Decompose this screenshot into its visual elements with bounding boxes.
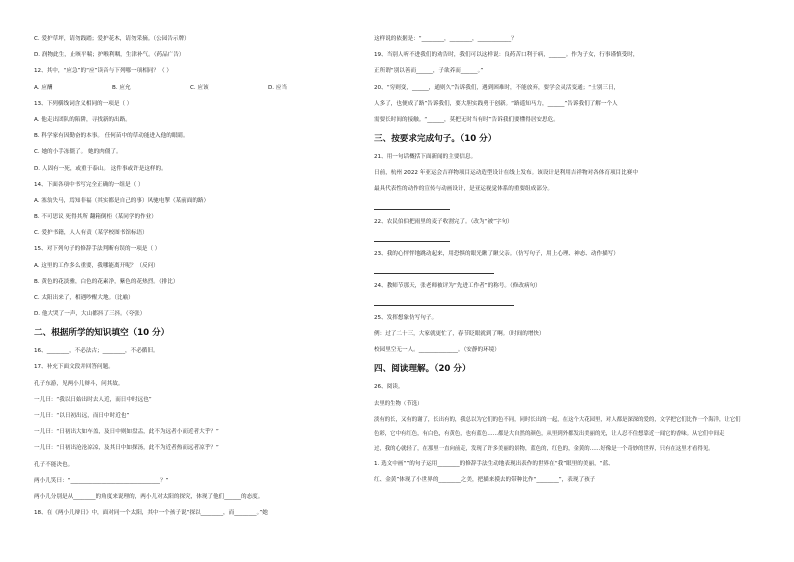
answer-line bbox=[374, 235, 450, 242]
question-25: 25、发挥想象仿写句子。 bbox=[374, 315, 438, 322]
option: B. 不可思议 死得其所 翻箱倒柜（某同学的作业） bbox=[34, 214, 157, 221]
text-line: 正所谓“别以善而______，子欲养而______。” bbox=[374, 68, 484, 75]
question-15: 15、对下列句子的修辞手法判断有误的一项是（ ） bbox=[34, 246, 161, 253]
question-17: 17、补充下面文段并回答问题。 bbox=[34, 364, 114, 371]
question-13: 13、下列横线词含义相同的一项是（ ） bbox=[34, 100, 133, 107]
answer-line bbox=[374, 203, 450, 210]
section-4-title: 四、阅读理解。（20 分） bbox=[374, 364, 471, 375]
text-line: 日前，杭州 2022 年亚运会吉祥物项目运动造型设计在线上发布。该设计是利用吉祥物对各体育项目比赛中 bbox=[374, 170, 638, 177]
question-24: 24、教师节那天，张老师被评为“先进工作者”的称号。（修改病句） bbox=[374, 282, 541, 289]
text-line: 最具代表性的动作的宣传与动画设计，是亚运视觉体系的重要组成部分。 bbox=[374, 186, 554, 193]
option: A. 应酬 bbox=[34, 84, 53, 91]
question-20: 20、“穷则变，______，通则久”告诉我们，遇到困难时，不能放弃，要学会灵活变通；“士别三日， bbox=[374, 84, 620, 91]
text-line: 一儿曰：“日初出沧沧凉凉，及其日中如探汤，此不为近者热而远者凉乎？” bbox=[34, 445, 219, 452]
text-line: 这样说的依据是：“________，________，____________？ bbox=[374, 36, 517, 42]
text-line: 例：过了二十三，大家就更忙了，春节眨眼就到了啊。（时间的增快） bbox=[374, 331, 545, 338]
text-line: C. 爱护草坪，请勿践踏；爱护花木，请勿采摘。（公园告示牌） bbox=[34, 36, 190, 42]
reading-question-1: 1. 选文中画“”的句子运用________的修辞手法生动地表现出表作的世界在“我”眼里的美丽，“蓝、 bbox=[374, 460, 614, 467]
question-26: 26、阅读。 bbox=[374, 384, 404, 391]
text-line: 孔子不能决也。 bbox=[34, 461, 74, 468]
question-12: 12、其中，“应急”的“应”读音与下列哪一项相同？（ ） bbox=[34, 68, 172, 75]
option: D. 应当 bbox=[268, 84, 288, 91]
option: C. 她的小手冻僵了。 她的肉僵了。 bbox=[34, 149, 122, 156]
q12-options bbox=[34, 85, 398, 92]
text-line: 一儿曰：“我以日始出时去人近，而日中时远也” bbox=[34, 396, 152, 403]
question-22: 22、农民伯伯把雨里的麦子收割完了。（改为“被”字句） bbox=[374, 218, 513, 225]
question-18: 18、在《两小儿辩日》中，面对同一个太阳，其中一个孩子说“探以________，而________。”她 bbox=[34, 510, 268, 517]
passage-title: 去里的生物（节选） bbox=[374, 400, 423, 407]
question-16: 16、________，不必法古；________，不必循旧。 bbox=[34, 348, 159, 355]
text-line: 孔子东游，见两小儿辩斗，问其故。 bbox=[34, 380, 124, 387]
option: A. 这里的工作多么重要，我哪能离开呢？（反问） bbox=[34, 262, 159, 269]
text-line: 人多了，也便成了路”告诉我们，要大胆实践勇于创新。“路遥知马力，______”告诉我们了解一个人 bbox=[374, 100, 618, 107]
option: A. 他走出团队的陷阱，寻找新的出路。 bbox=[34, 116, 131, 123]
option: D. 他大哭了一声，大山都抖了三抖。（夸张） bbox=[34, 311, 146, 318]
question-14: 14、下面各项中书写完全正确的一组是（ ） bbox=[34, 181, 144, 188]
option: B. 应允 bbox=[112, 84, 131, 91]
text-line: 两小儿笑曰：“________________________________？” bbox=[34, 477, 169, 484]
passage-line: 过，我的心就轻了，在那里一直向前走，发现了许多美丽的景物，蓝色的，红色的，金黄的……好像是一个奇妙的世界，只有在这里才看得见。 bbox=[374, 446, 714, 452]
left-column bbox=[34, 36, 398, 526]
option: B. 黄色的花淡雅，白色的花素净，紫色的花热烈。（排比） bbox=[34, 278, 179, 285]
text-line: 一儿曰：“以日初出远，而日中时近也” bbox=[34, 412, 130, 419]
option: C. 太阳出来了，相遇吵醒大地。（比喻） bbox=[34, 295, 134, 301]
text-line: 红、金黄”体现了小世界的________之美，把描来摸去的带种比作“________”，表现了孩子 bbox=[374, 476, 596, 483]
text-line: 两小儿分别是从________的角度来说理的，两小儿对太阳的探究，体现了他们______的态度。 bbox=[34, 493, 264, 500]
option: D. 人固有一死，或重于泰山。 这件事或许是这样的。 bbox=[34, 165, 167, 172]
option: C. 应该 bbox=[190, 84, 209, 91]
section-2-title: 二、根据所学的知识填空（10 分） bbox=[34, 328, 170, 339]
option: C. 爱护书籍，人人有责（某学校图书馆标语） bbox=[34, 230, 148, 237]
passage-line: 淡有的长，又有的谢了，长出有的，我总以为它们的色不同，同时长出的一起，在这个大花园里，对人都是深深的爱的，文学把它们比作一个海洋，让它们 bbox=[374, 416, 741, 423]
text-line: 一儿曰：“日初出大如车盖，及日中则如盘盂，此不为远者小而近者大乎？” bbox=[34, 429, 219, 436]
passage-line: 色彩，它中有红色，有白色，有黄色，也有蓝色……都是大自然的颜色，从里到外都发出美丽的光，让人忍不住想靠近一闻它的香味。从它们中间走 bbox=[374, 431, 725, 438]
question-19: 19、当别人听不进我们的劝告时，我们可以这样说：良药苦口利于病，______。作为子女，行事谨慎受时， bbox=[374, 52, 639, 59]
text-line: D. 润物此生，止咳平喘；护喉利咽，生津补气。（药品广告） bbox=[34, 52, 185, 59]
text-line: 校园里空无一人。______________。（安静的环境） bbox=[374, 347, 500, 354]
answer-line bbox=[374, 267, 494, 274]
section-3-title: 三、按要求完成句子。（10 分） bbox=[374, 133, 497, 144]
question-23: 23、我的心怦怦地跳动起来，用恐惧的眼光瞅了瞅父亲。（仿写句子，用上心理、神态、动作描写） bbox=[374, 250, 619, 257]
option: B. 科学家有因勤奋的本事。 任何苗中的草动能进入他的眼睛。 bbox=[34, 133, 189, 140]
text-line: 需要长时间的接触。“______，莫把无时当有时”告诉我们要懂得居安思危。 bbox=[374, 116, 559, 123]
right-column bbox=[374, 36, 744, 493]
question-21: 21、用一句话概括下面新闻的主要信息。 bbox=[374, 153, 477, 160]
answer-line bbox=[374, 299, 514, 306]
option: A. 塞翁失马，焉知非福（其实都是自己的事）风驰电掣（某前面的路） bbox=[34, 197, 210, 204]
